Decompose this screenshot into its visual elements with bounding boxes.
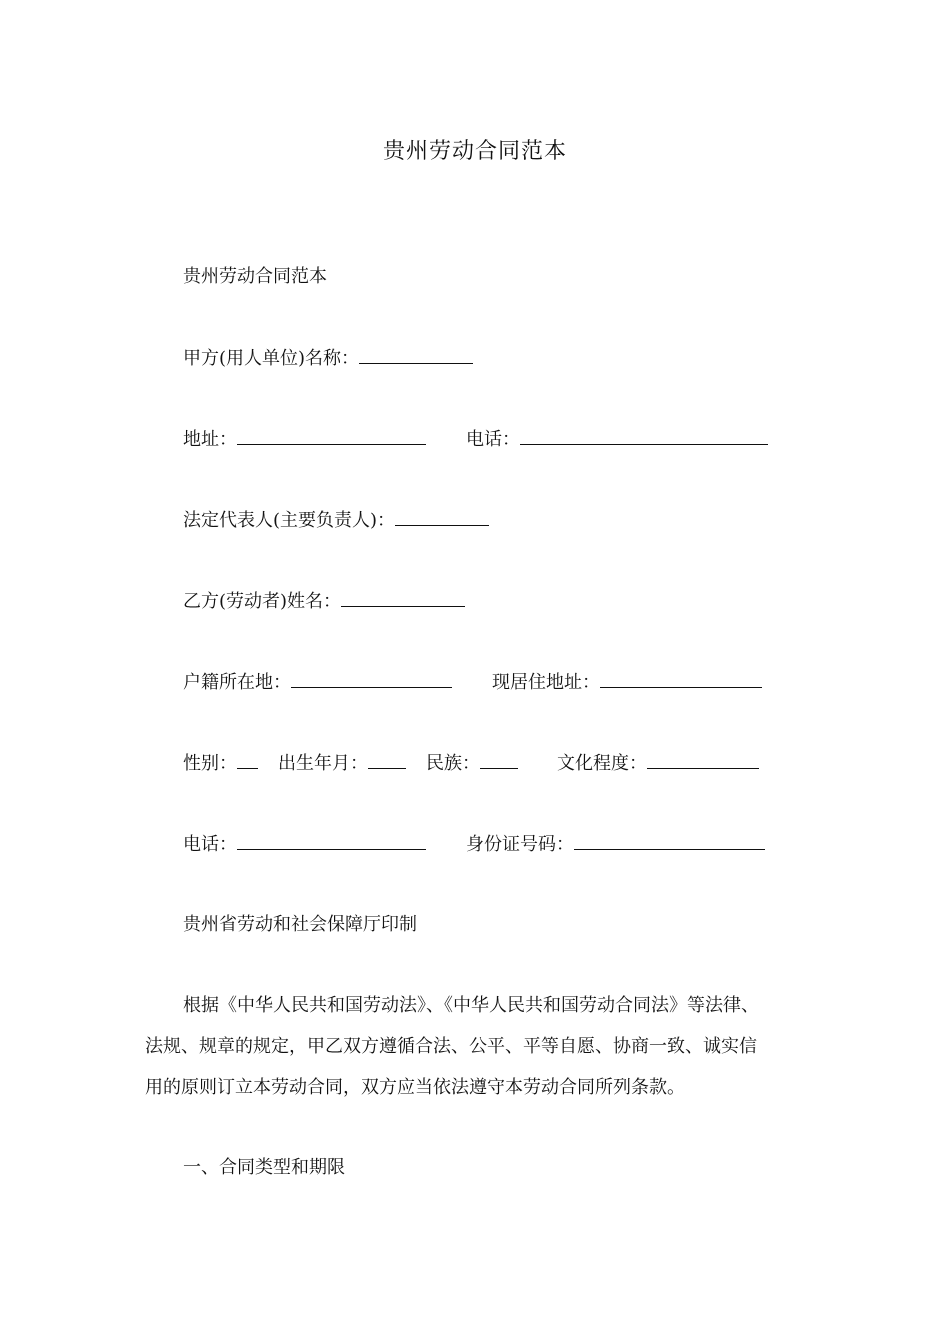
section-1-heading: 一、合同类型和期限 bbox=[183, 1157, 345, 1178]
household-blank bbox=[291, 669, 452, 688]
party-b-name-blank bbox=[341, 588, 465, 607]
birth-blank bbox=[368, 750, 406, 769]
personal-info-row bbox=[183, 750, 759, 777]
household-address-row bbox=[183, 669, 762, 696]
legal-rep-label: 法定代表人(主要负责人)： bbox=[183, 510, 396, 531]
party-b-name-row bbox=[183, 588, 465, 615]
gender-blank bbox=[237, 750, 258, 769]
education-label: 文化程度： bbox=[557, 753, 647, 774]
party-a-name-blank bbox=[359, 345, 473, 364]
legal-rep-row bbox=[183, 507, 489, 534]
preamble-line-2: 法规、规章的规定，甲乙双方遵循合法、公平、平等自愿、协商一致、诚实信 bbox=[145, 1036, 757, 1057]
id-number-blank bbox=[574, 831, 765, 850]
legal-rep-blank bbox=[395, 507, 489, 526]
phone-blank-b bbox=[237, 831, 426, 850]
household-label: 户籍所在地： bbox=[183, 672, 291, 693]
document-title: 贵州劳动合同范本 bbox=[382, 139, 567, 164]
address-blank bbox=[237, 426, 426, 445]
education-blank bbox=[647, 750, 759, 769]
document-subtitle: 贵州劳动合同范本 bbox=[183, 266, 327, 287]
current-address-label: 现居住地址： bbox=[492, 672, 600, 693]
address-phone-row bbox=[183, 426, 768, 453]
birth-label: 出生年月： bbox=[278, 753, 368, 774]
party-b-name-label: 乙方(劳动者)姓名： bbox=[183, 591, 342, 612]
id-number-label: 身份证号码： bbox=[466, 834, 574, 855]
issuer-line: 贵州省劳动和社会保障厅印制 bbox=[183, 914, 417, 935]
phone-label-a: 电话： bbox=[466, 429, 520, 450]
current-address-blank bbox=[600, 669, 762, 688]
phone-id-row bbox=[183, 831, 765, 858]
phone-blank-a bbox=[520, 426, 768, 445]
preamble-line-1: 根据《中华人民共和国劳动法》、《中华人民共和国劳动合同法》等法律、 bbox=[183, 995, 759, 1016]
gender-label: 性别： bbox=[183, 753, 237, 774]
party-a-name-label: 甲方(用人单位)名称： bbox=[183, 348, 360, 369]
phone-label-b: 电话： bbox=[183, 834, 237, 855]
address-label: 地址： bbox=[183, 429, 237, 450]
ethnicity-blank bbox=[480, 750, 518, 769]
ethnicity-label: 民族： bbox=[426, 753, 480, 774]
preamble-line-3: 用的原则订立本劳动合同，双方应当依法遵守本劳动合同所列条款。 bbox=[145, 1077, 685, 1098]
party-a-name-row bbox=[183, 345, 473, 372]
